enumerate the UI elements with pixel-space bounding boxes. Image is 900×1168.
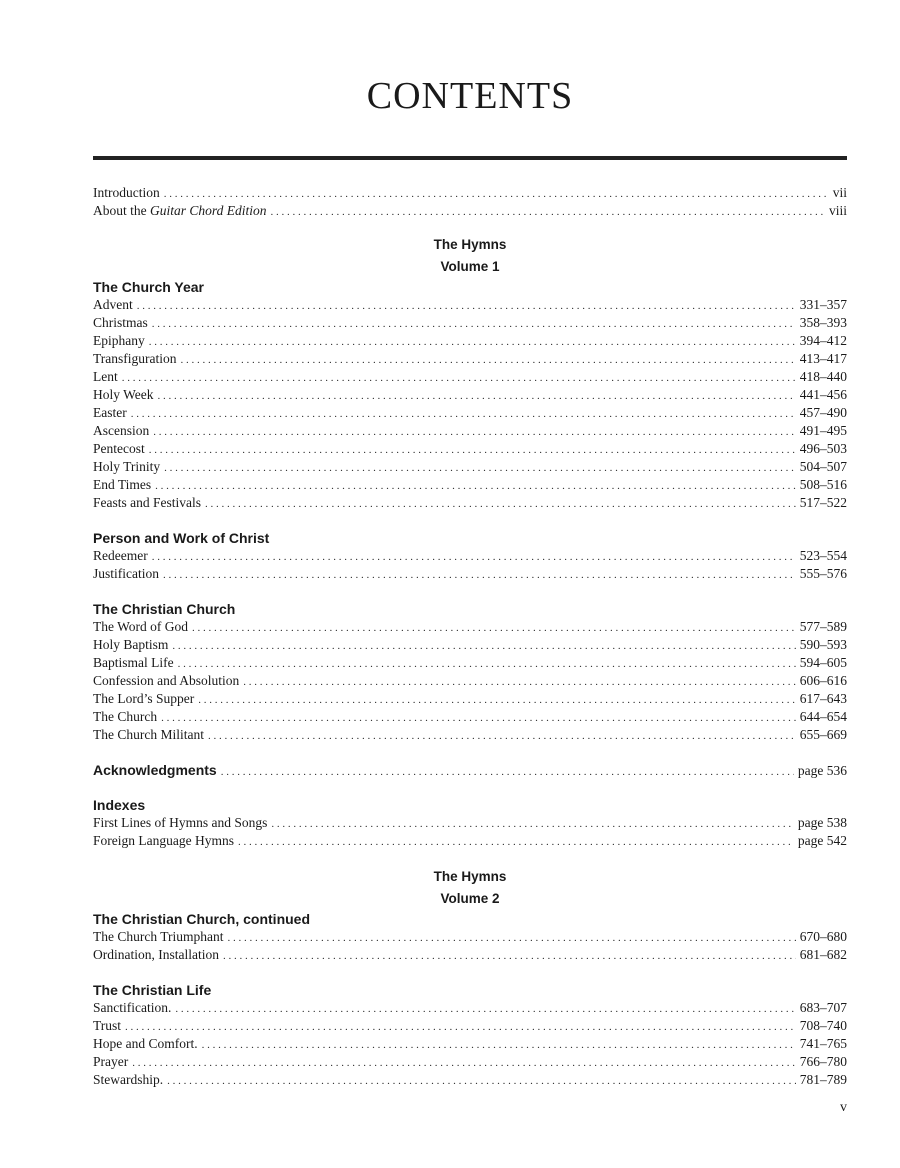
dot-leader (172, 637, 795, 654)
dot-leader (149, 333, 796, 350)
entry-label: Ordination, Installation (93, 947, 219, 962)
dot-leader (132, 1054, 796, 1071)
toc-entry[interactable] (93, 1035, 847, 1053)
entry-pages: 358–393 (799, 315, 847, 330)
entry-label: Christmas (93, 315, 148, 330)
entry-pages: 683–707 (799, 1000, 847, 1015)
entry-pages: 504–507 (799, 459, 847, 474)
toc-entry[interactable] (93, 440, 847, 458)
toc-entry[interactable] (93, 547, 847, 565)
dot-leader (163, 566, 796, 583)
dot-leader (164, 185, 829, 202)
dot-leader (208, 727, 796, 744)
entry-pages: 441–456 (799, 387, 847, 402)
dot-leader (131, 405, 796, 422)
page-title: CONTENTS (366, 75, 574, 117)
dot-leader (271, 815, 794, 832)
entry-label: Holy Trinity (93, 459, 161, 474)
entry-label: Epiphany (93, 333, 145, 348)
dot-leader (238, 833, 794, 850)
entry-pages: page 538 (797, 815, 847, 830)
entry-pages: 681–682 (799, 947, 847, 962)
entry-label: Feasts and Festivals (93, 495, 201, 510)
volume1-sections (93, 278, 847, 744)
dot-leader (202, 1036, 796, 1053)
entry-pages: 517–522 (799, 495, 847, 510)
entry-pages: 523–554 (799, 548, 847, 563)
entry-label: Transfiguration (93, 351, 177, 366)
toc-entry-about-guitar-chord-edition[interactable] (93, 202, 847, 220)
toc-entry-acknowledgments[interactable] (93, 761, 847, 779)
entry-pages: 766–780 (799, 1054, 847, 1069)
volume1-heading: The Hymns (433, 237, 507, 252)
entry-label: Redeemer (93, 548, 148, 563)
entry-pages: 617–643 (799, 691, 847, 706)
toc-entry[interactable] (93, 386, 847, 404)
section-title: The Christian Church, continued (93, 911, 311, 927)
entry-label: Baptismal Life (93, 655, 174, 670)
entry-label: The Word of God (93, 619, 189, 634)
dot-leader (198, 691, 796, 708)
toc-entry[interactable] (93, 350, 847, 368)
entry-pages: 418–440 (799, 369, 847, 384)
entry-label: Lent (93, 369, 118, 384)
dot-leader (167, 1072, 796, 1089)
page-number: v (840, 1100, 847, 1115)
entry-pages: 331–357 (799, 297, 847, 312)
entry-label: Prayer (93, 1054, 129, 1069)
title-rule (93, 156, 847, 160)
entry-label: Sanctification. (93, 1000, 172, 1015)
entry-label: The Church Triumphant (93, 929, 224, 944)
section-title-indexes: Indexes (93, 797, 146, 813)
entry-label: Hope and Comfort. (93, 1036, 198, 1051)
entry-pages: 457–490 (799, 405, 847, 420)
toc-entry[interactable] (93, 999, 847, 1017)
entry-pages: 708–740 (799, 1018, 847, 1033)
entry-label-italic: Guitar Chord Edition (150, 203, 267, 218)
entry-pages: page 542 (797, 833, 847, 848)
toc-entry[interactable] (93, 404, 847, 422)
dot-leader (205, 495, 796, 512)
dot-leader (158, 387, 796, 404)
dot-leader (271, 203, 825, 220)
entry-pages: 555–576 (799, 566, 847, 581)
toc-entry[interactable] (93, 476, 847, 494)
toc-entry[interactable] (93, 314, 847, 332)
volume2-heading: The Hymns (433, 869, 507, 884)
toc-entry[interactable] (93, 946, 847, 964)
entry-pages: vii (832, 185, 847, 200)
toc-entry-introduction[interactable] (93, 184, 847, 202)
volume1-subheading: Volume 1 (440, 259, 500, 274)
dot-leader (137, 297, 796, 314)
dot-leader (161, 709, 796, 726)
dot-leader (223, 947, 796, 964)
entry-label: First Lines of Hymns and Songs (93, 815, 268, 830)
section-title: The Church Year (93, 279, 205, 295)
entry-label: Acknowledgments (93, 762, 217, 778)
entry-label: Trust (93, 1018, 122, 1033)
entry-pages: 594–605 (799, 655, 847, 670)
entry-label: The Church Militant (93, 727, 204, 742)
toc-entry[interactable] (93, 494, 847, 512)
dot-leader (192, 619, 796, 636)
section-title: The Christian Church (93, 601, 236, 617)
toc-entry[interactable] (93, 1053, 847, 1071)
entry-label: Justification (93, 566, 159, 581)
toc-entry[interactable] (93, 690, 847, 708)
entry-pages: 496–503 (799, 441, 847, 456)
dot-leader (221, 763, 794, 779)
dot-leader (243, 673, 795, 690)
toc-entry[interactable] (93, 1071, 847, 1089)
toc-entry[interactable] (93, 1017, 847, 1035)
entry-label: Advent (93, 297, 133, 312)
entry-label (93, 202, 271, 220)
toc-entry[interactable] (93, 565, 847, 583)
entry-label: Pentecost (93, 441, 145, 456)
entry-label: Ascension (93, 423, 150, 438)
entry-pages: 577–589 (799, 619, 847, 634)
toc-entry[interactable] (93, 368, 847, 386)
entry-label: Stewardship. (93, 1072, 164, 1087)
indexes-list (93, 814, 847, 850)
toc-entry[interactable] (93, 814, 847, 832)
entry-pages: 741–765 (799, 1036, 847, 1051)
toc-entry[interactable] (93, 332, 847, 350)
entry-pages: 655–669 (799, 727, 847, 742)
entry-pages: viii (828, 203, 847, 218)
entry-pages: 508–516 (799, 477, 847, 492)
dot-leader (228, 929, 796, 946)
dot-leader (155, 477, 796, 494)
volume2-sections (93, 910, 847, 1089)
toc-entry[interactable] (93, 832, 847, 850)
entry-label: The Church (93, 709, 158, 724)
section-title: Person and Work of Christ (93, 530, 270, 546)
contents-page (93, 0, 847, 1168)
entry-label: Introduction (93, 185, 160, 200)
entry-pages: 644–654 (799, 709, 847, 724)
toc-entry[interactable] (93, 458, 847, 476)
toc-entry[interactable] (93, 708, 847, 726)
volume2-subheading: Volume 2 (440, 891, 500, 906)
entry-pages: 590–593 (799, 637, 847, 652)
toc-entry[interactable] (93, 672, 847, 690)
dot-leader (178, 655, 796, 672)
section-title: The Christian Life (93, 982, 212, 998)
entry-pages: 606–616 (799, 673, 847, 688)
dot-leader (153, 423, 796, 440)
toc-entry[interactable] (93, 636, 847, 654)
entry-pages: page 536 (797, 763, 847, 778)
dot-leader (175, 1000, 795, 1017)
entry-pages: 781–789 (799, 1072, 847, 1087)
entry-label-prefix: About the (93, 203, 150, 218)
entry-pages: 394–412 (799, 333, 847, 348)
entry-label: Easter (93, 405, 127, 420)
toc (93, 184, 847, 1089)
toc-entry[interactable] (93, 296, 847, 314)
entry-label: The Lord’s Supper (93, 691, 195, 706)
dot-leader (152, 548, 796, 565)
dot-leader (164, 459, 796, 476)
entry-label: Foreign Language Hymns (93, 833, 234, 848)
dot-leader (125, 1018, 796, 1035)
entry-label: Holy Week (93, 387, 154, 402)
toc-entry[interactable] (93, 618, 847, 636)
entry-pages: 670–680 (799, 929, 847, 944)
entry-pages: 413–417 (799, 351, 847, 366)
dot-leader (122, 369, 796, 386)
entry-label: Holy Baptism (93, 637, 169, 652)
entry-label: Confession and Absolution (93, 673, 240, 688)
toc-entry[interactable] (93, 654, 847, 672)
dot-leader (149, 441, 796, 458)
toc-entry[interactable] (93, 726, 847, 744)
dot-leader (152, 315, 796, 332)
toc-entry[interactable] (93, 422, 847, 440)
dot-leader (181, 351, 796, 368)
entry-pages: 491–495 (799, 423, 847, 438)
toc-entry[interactable] (93, 928, 847, 946)
entry-label: End Times (93, 477, 152, 492)
